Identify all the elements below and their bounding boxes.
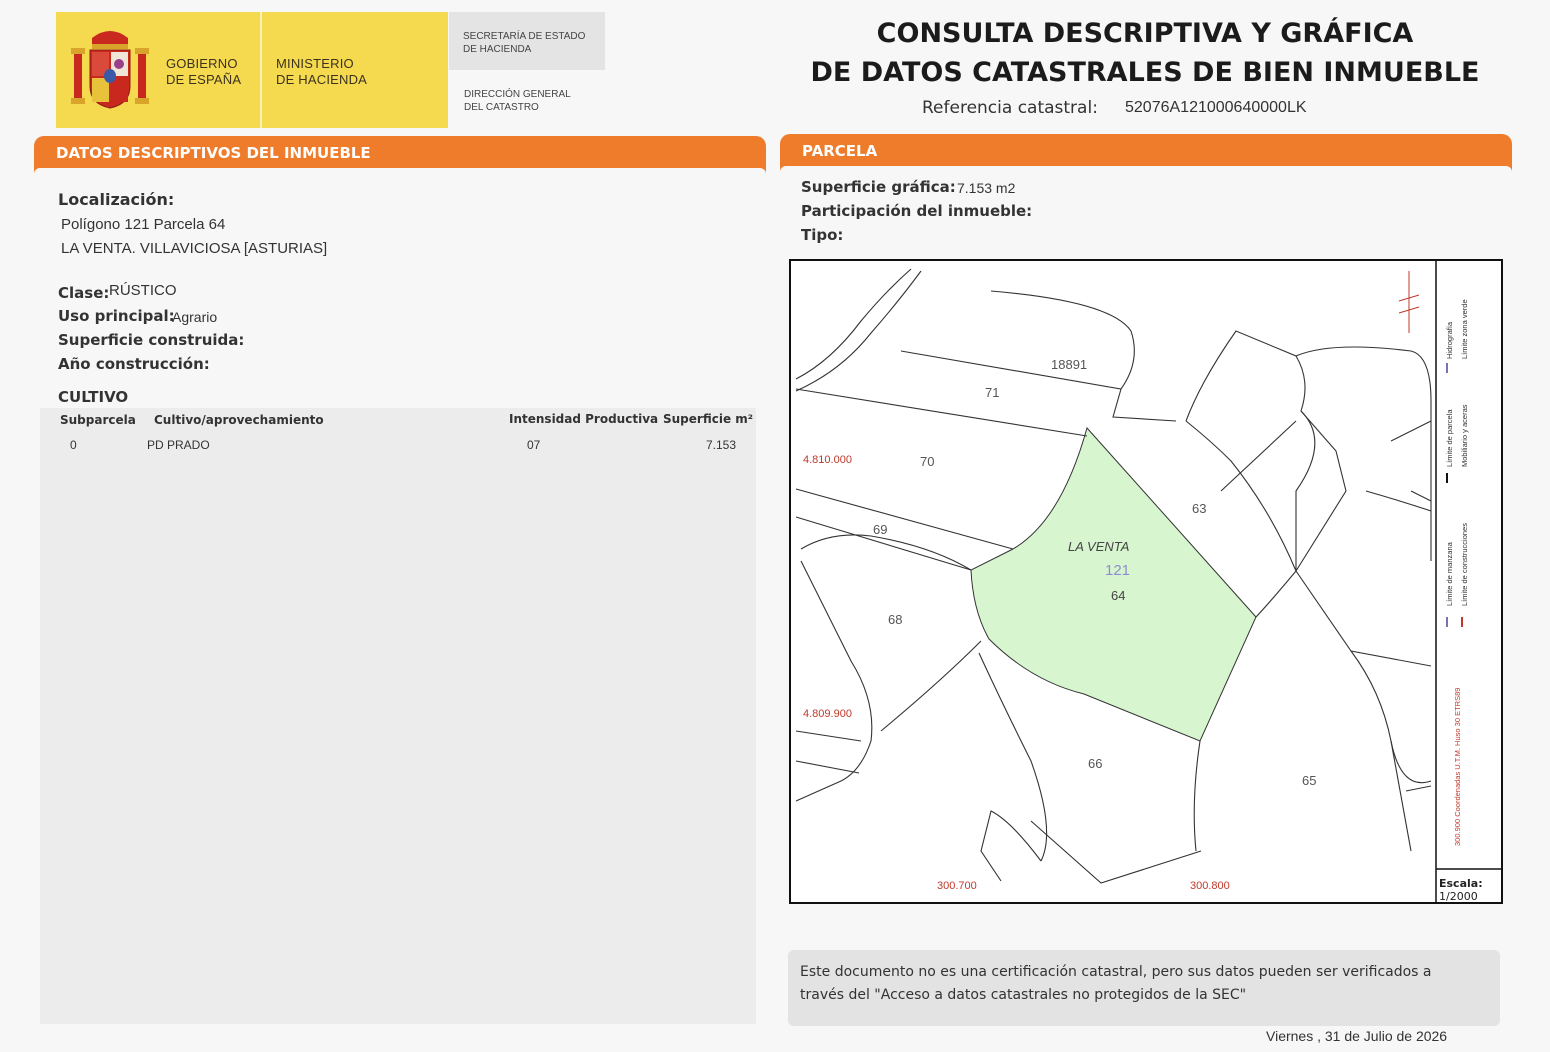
ministerio-label: MINISTERIO DE HACIENDA: [276, 56, 368, 87]
tipo-label: Tipo:: [801, 226, 844, 244]
legend-mobiliario: Mobiliario y aceras: [1460, 404, 1469, 467]
legend-hidrografia: Hidrografía: [1445, 321, 1454, 359]
th-subparcela: Subparcela: [60, 413, 136, 427]
localizacion-line1: Polígono 121 Parcela 64: [61, 216, 226, 233]
legend-construcciones: Límite de construcciones: [1460, 523, 1469, 606]
coord-x2: 300.800: [1190, 880, 1230, 892]
map-legend: [1445, 299, 1469, 846]
ref-catastral-label: Referencia catastral:: [922, 98, 1098, 118]
disclaimer-line1: Este documento no es una certificación catastral, pero sus datos pueden ser verificados a: [800, 964, 1432, 980]
gov-divider: [260, 12, 262, 128]
legend-manzana: Límite de manzana: [1445, 542, 1454, 606]
parcela-section-header: [780, 134, 1512, 172]
secretaria-label: SECRETARÍA DE ESTADO DE HACIENDA: [463, 31, 586, 55]
uso-principal-label: Uso principal:: [58, 307, 175, 325]
parcel-label: 64: [1111, 588, 1126, 603]
document-title: CONSULTA DESCRIPTIVA Y GRÁFICA DE DATOS CATASTRALES DE BIEN INMUEBLE: [810, 18, 1480, 88]
legend-parcela: Límite de parcela: [1445, 409, 1454, 467]
participacion-label: Participación del inmueble:: [801, 202, 1033, 220]
document-date: Viernes , 31 de Julio de 2026: [1266, 1028, 1448, 1044]
th-cultivo: Cultivo/aprovechamiento: [154, 413, 324, 427]
parcel-label: 69: [873, 522, 888, 537]
coat-of-arms-icon: [68, 26, 152, 112]
parcela-section-title: PARCELA: [802, 142, 878, 160]
secretaria-block: [449, 12, 605, 70]
cell-superficie: 7.153: [706, 438, 737, 452]
cadastral-map[interactable]: [789, 259, 1503, 904]
disclaimer-line2: través del "Acceso a datos catastrales no protegidos de la SEC": [800, 987, 1247, 1003]
escala-label: Escala:: [1439, 877, 1483, 890]
coord-x1: 300.700: [937, 880, 977, 892]
localizacion-label: Localización:: [58, 190, 175, 209]
th-superficie: Superficie m²: [663, 412, 754, 426]
paraje-label: LA VENTA: [1068, 539, 1130, 554]
superficie-grafica-value: 7.153 m2: [957, 180, 1016, 196]
th-intensidad: Intensidad Productiva: [509, 412, 659, 426]
coord-y1: 4.810.000: [803, 454, 852, 466]
superficie-construida-label: Superficie construida:: [58, 331, 245, 349]
parcel-label: 66: [1088, 756, 1103, 771]
legend-utm: 300.900 Coordenadas U.T.M. Huso 30 ETRS89: [1453, 687, 1462, 846]
escala-value: 1/2000: [1439, 890, 1478, 903]
ref-catastral-value: 52076A121000640000LK: [1125, 99, 1307, 116]
parcel-label: 71: [985, 385, 1000, 400]
cell-intensidad: 07: [527, 438, 541, 452]
cell-subparcela: 0: [70, 438, 77, 452]
parcel-label: 68: [888, 612, 903, 627]
clase-label: Clase:: [58, 284, 110, 302]
cadastral-map-drawing: [791, 261, 1501, 902]
poligono-label: 121: [1105, 562, 1131, 579]
cell-cultivo: PD PRADO: [147, 438, 210, 452]
descriptivos-section-title: DATOS DESCRIPTIVOS DEL INMUEBLE: [56, 144, 371, 162]
parcel-label: 63: [1192, 501, 1207, 516]
parcel-label: 65: [1302, 773, 1317, 788]
escala-block: [1439, 877, 1483, 903]
clase-value: RÚSTICO: [109, 282, 177, 299]
disclaimer-note: [788, 950, 1500, 1026]
parcel-label: 70: [920, 454, 935, 469]
uso-principal-value: Agrario: [172, 309, 218, 325]
superficie-grafica-label: Superficie gráfica:: [801, 178, 956, 196]
parcel-label: 18891: [1051, 357, 1088, 372]
coord-y2: 4.809.900: [803, 708, 852, 720]
cultivo-table-panel: [40, 408, 756, 1024]
government-logo-block: [56, 12, 448, 128]
parcel-64-highlight: [971, 428, 1256, 741]
descriptivos-section-header: [34, 136, 766, 174]
gobierno-label: GOBIERNO DE ESPAÑA: [166, 56, 242, 87]
direccion-label: DIRECCIÓN GENERAL DEL CATASTRO: [464, 89, 571, 113]
north-arrow-icon: [1399, 271, 1419, 333]
legend-zona-verde: Límite zona verde: [1460, 299, 1469, 359]
cultivo-title: CULTIVO: [58, 388, 129, 406]
anio-construccion-label: Año construcción:: [58, 355, 210, 373]
localizacion-line2: LA VENTA. VILLAVICIOSA [ASTURIAS]: [61, 240, 328, 257]
